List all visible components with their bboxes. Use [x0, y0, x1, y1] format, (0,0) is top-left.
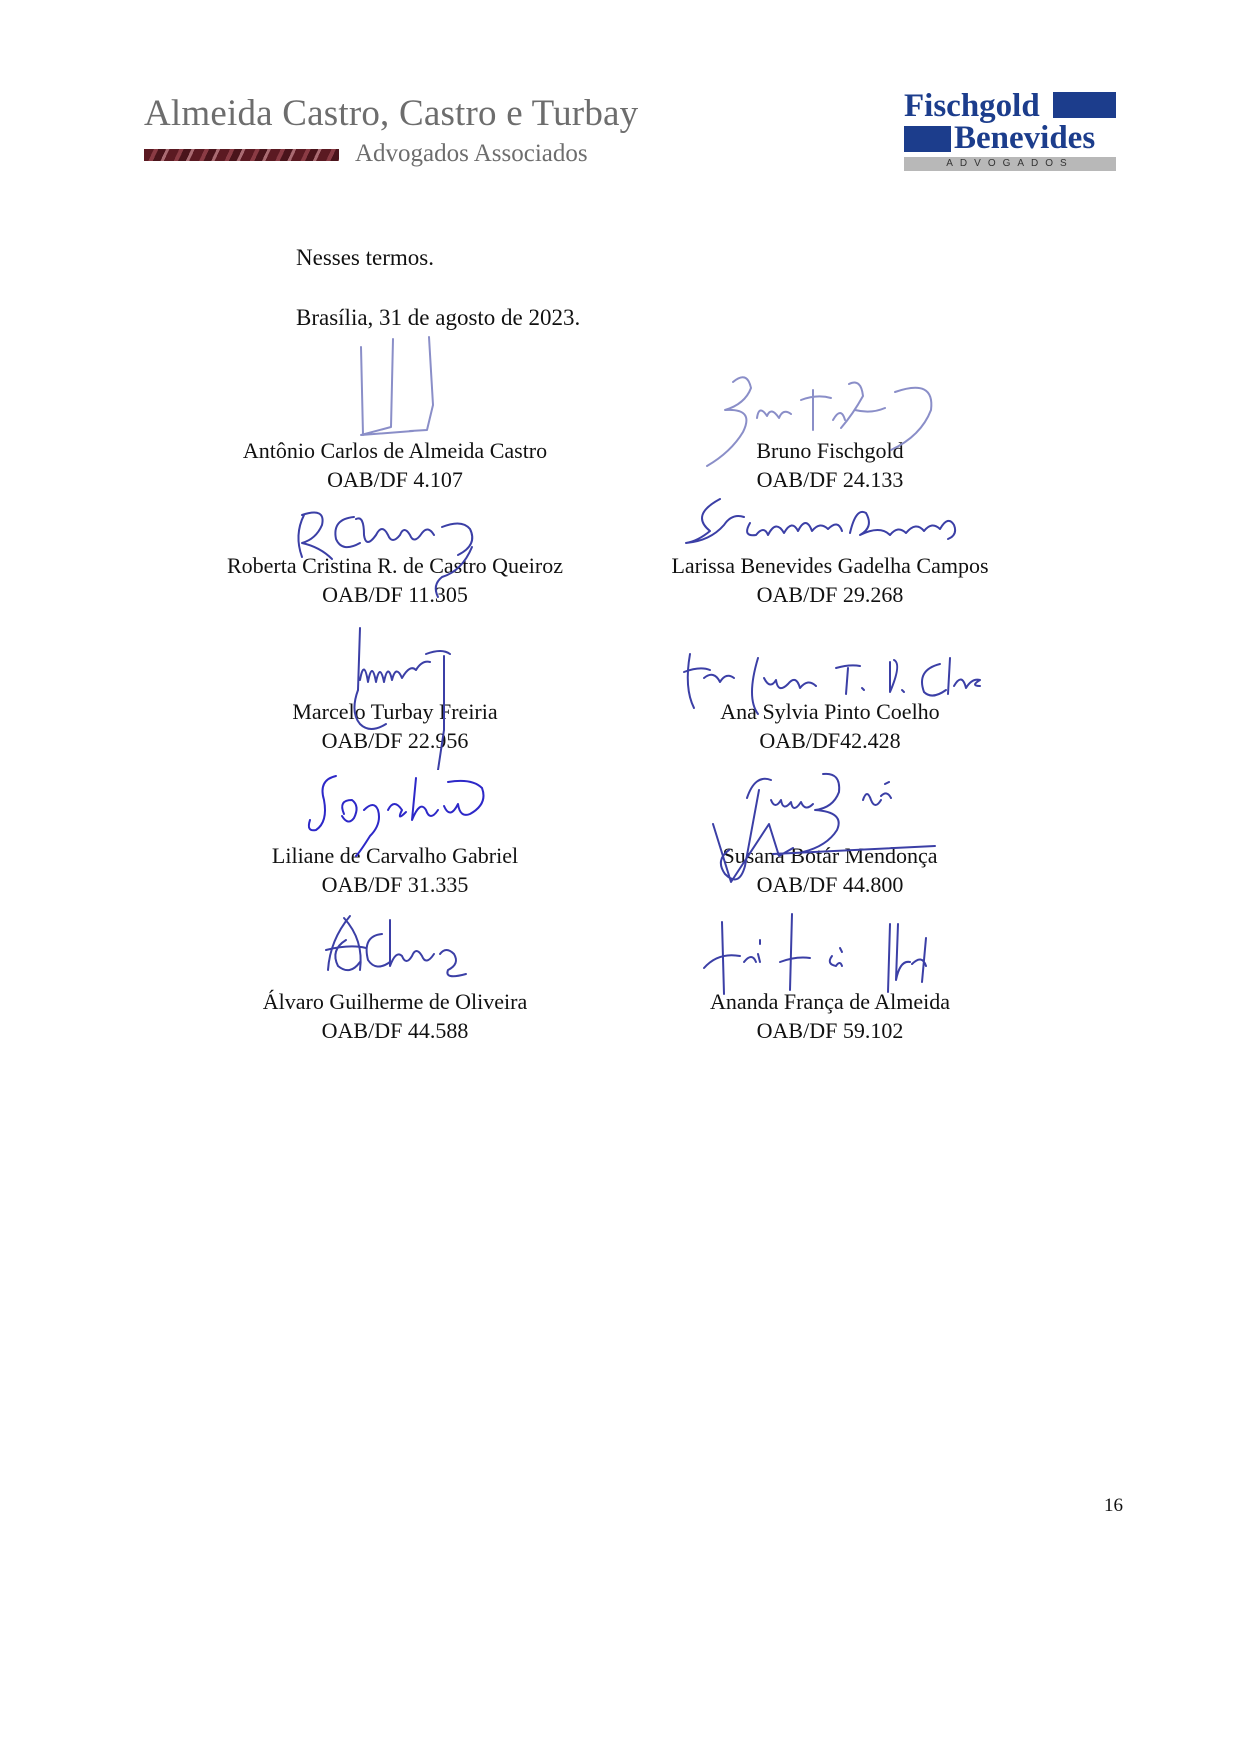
page-number: 16: [1104, 1495, 1123, 1516]
signatory-name: Ananda França de Almeida: [709, 989, 951, 1014]
signatory-block: [630, 841, 1030, 899]
signatory-name: Susana Botár Mendonça: [722, 843, 938, 868]
signatory-oab: OAB/DF42.428: [759, 728, 901, 753]
signatory-block: [195, 436, 595, 494]
signatory-block: [195, 551, 595, 609]
signatory-oab: OAB/DF 11.305: [322, 582, 468, 607]
firm-subtitle: Advogados Associados: [355, 140, 588, 167]
signatory-block: [630, 551, 1030, 609]
logo-word-fischgold: Fischgold: [904, 88, 1040, 124]
signatory-name: Bruno Fischgold: [756, 438, 904, 463]
signatory-block: [195, 697, 595, 755]
signatory-oab: OAB/DF 24.133: [756, 467, 904, 492]
signatory-oab: OAB/DF 44.588: [321, 1018, 469, 1043]
signatory-name: Álvaro Guilherme de Oliveira: [262, 989, 528, 1014]
signatory-oab: OAB/DF 44.800: [756, 872, 904, 897]
logo-block-top: [1053, 92, 1116, 118]
signatory-block: [630, 987, 1030, 1045]
signatory-block: [195, 841, 595, 899]
fischgold-benevides-logo: [904, 88, 1116, 174]
signatory-oab: OAB/DF 29.268: [756, 582, 904, 607]
signatory-block: [630, 436, 1030, 494]
marble-stripe: [144, 149, 339, 161]
signatory-block: [630, 697, 1030, 755]
signatory-oab: OAB/DF 22.956: [321, 728, 469, 753]
signatory-name: Larissa Benevides Gadelha Campos: [671, 553, 989, 578]
place-date: Brasília, 31 de agosto de 2023.: [296, 305, 581, 330]
signatory-name: Ana Sylvia Pinto Coelho: [720, 699, 940, 724]
signatory-block: [195, 987, 595, 1045]
signatory-name: Antônio Carlos de Almeida Castro: [242, 438, 548, 463]
salutation: Nesses termos.: [296, 245, 434, 270]
almeida-castro-logo: [144, 92, 639, 172]
logo-tagline: ADVOGADOS: [904, 157, 1116, 171]
signatory-name: Roberta Cristina R. de Castro Queiroz: [226, 553, 564, 578]
logo-block-bottom: [904, 126, 951, 152]
signatory-oab: OAB/DF 31.335: [321, 872, 469, 897]
signatory-oab: OAB/DF 4.107: [327, 467, 463, 492]
signatory-name: Marcelo Turbay Freiria: [292, 699, 498, 724]
signatory-name: Liliane de Carvalho Gabriel: [271, 843, 519, 868]
signature-antonio: [355, 335, 455, 450]
firm-name: Almeida Castro, Castro e Turbay: [144, 93, 639, 134]
signatory-oab: OAB/DF 59.102: [756, 1018, 904, 1043]
logo-word-benevides: Benevides: [954, 120, 1096, 156]
